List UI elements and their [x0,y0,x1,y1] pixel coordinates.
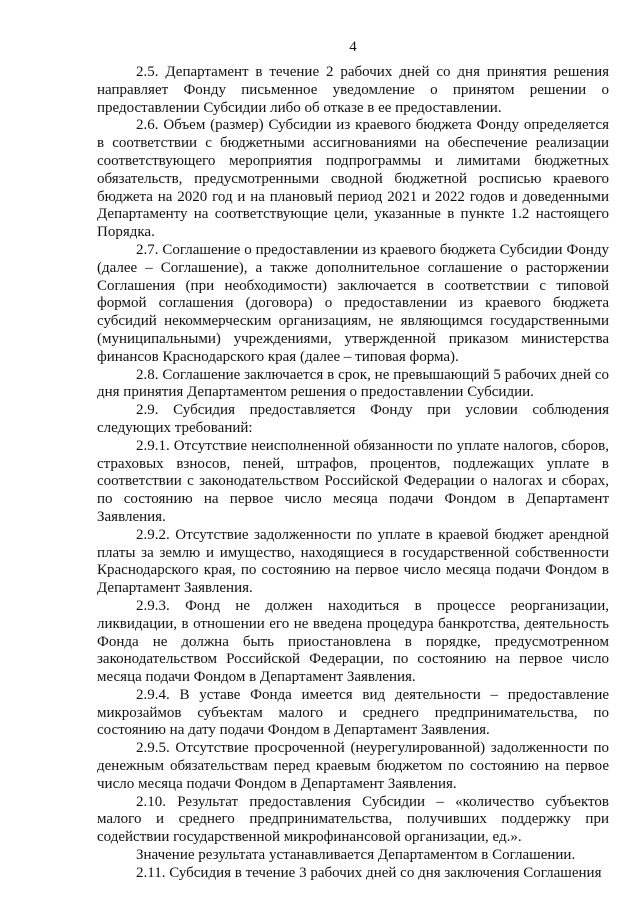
paragraph-2-8: 2.8. Соглашение заключается в срок, не превышающий 5 рабочих дней со дня принятия Департаментом решения о предоставлении Субсидии. [97,366,609,401]
paragraph-2-7: 2.7. Соглашение о предоставлении из краевого бюджета Субсидии Фонду (далее – Соглашение), а также дополнительное соглашение о расторжении Соглашения (при необходимости) заключается в соответствии с типовой формой соглашения (договора) о предоставлении из краевого бюджета субсидий некоммерческим организациям, не являющимся государственными (муниципальными) учреждениями, утвержденной приказом министерства финансов Краснодарского края (далее – типовая форма). [97,241,609,365]
paragraph-2-9-1: 2.9.1. Отсутствие неисполненной обязанности по уплате налогов, сборов, страховых взносов, пеней, штрафов, процентов, подлежащих уплате в соответствии с законодательством Российской Федерации о налогах и сборах, по состоянию на первое число месяца подачи Фондом в Департамент Заявления. [97,437,609,525]
paragraph-2-10: 2.10. Результат предоставления Субсидии – «количество субъектов малого и среднего предпринимательства, получивших поддержку при содействии государственной микрофинансовой организации, ед.». [97,793,609,846]
page-number: 4 [349,39,357,55]
paragraph-2-9: 2.9. Субсидия предоставляется Фонду при условии соблюдения следующих требований: [97,402,609,436]
paragraph-2-11: 2.11. Субсидия в течение 3 рабочих дней со дня заключения Соглашения [136,864,602,881]
paragraph-2-6: 2.6. Объем (размер) Субсидии из краевого бюджета Фонду определяется в соответствии с бюджетными ассигнованиями на обеспечение реализации соответствующего мероприятия подпрограммы и лимитами бюджетных обязательств, предусмотренными сводной бюджетной росписью краевого бюджета на 2020 год и на плановый период 2021 и 2022 годов и доведенными Департаменту на соответствующие цели, указанные в пункте 1.2 настоящего Порядка. [97,117,609,241]
paragraph-2-5: 2.5. Департамент в течение 2 рабочих дней со дня принятия решения направляет Фонду письменное уведомление о принятом решении о предоставлении Субсидии либо об отказе в ее предоставлении. [97,64,609,116]
paragraph-2-9-3: 2.9.3. Фонд не должен находиться в процессе реорганизации, ликвидации, в отношении его не введена процедура банкротства, деятельность Фонда не должна быть приостановлена в порядке, предусмотренном законодательством Российской Федерации, по состоянию на первое число месяца подачи Фондом в Департамент Заявления. [97,597,609,686]
paragraph-2-9-2: 2.9.2. Отсутствие задолженности по уплате в краевой бюджет арендной платы за землю и имущество, находящиеся в государственной собственности Краснодарского края, по состоянию на первое число месяца подачи Фондом в Департамент Заявления. [97,526,609,597]
paragraph-result-value: Значение результата устанавливается Департаментом в Соглашении. [136,847,576,864]
paragraph-2-9-4: 2.9.4. В уставе Фонда имеется вид деятельности – предоставление микрозаймов субъектам малого и среднего предпринимательства, по состоянию на дату подачи Фондом в Департамент Заявления. [97,686,609,739]
paragraph-2-9-5: 2.9.5. Отсутствие просроченной (неурегулированной) задолженности по денежным обязательствам перед краевым бюджетом по состоянию на первое число месяца подачи Фондом в Департамент Заявления. [97,740,609,792]
